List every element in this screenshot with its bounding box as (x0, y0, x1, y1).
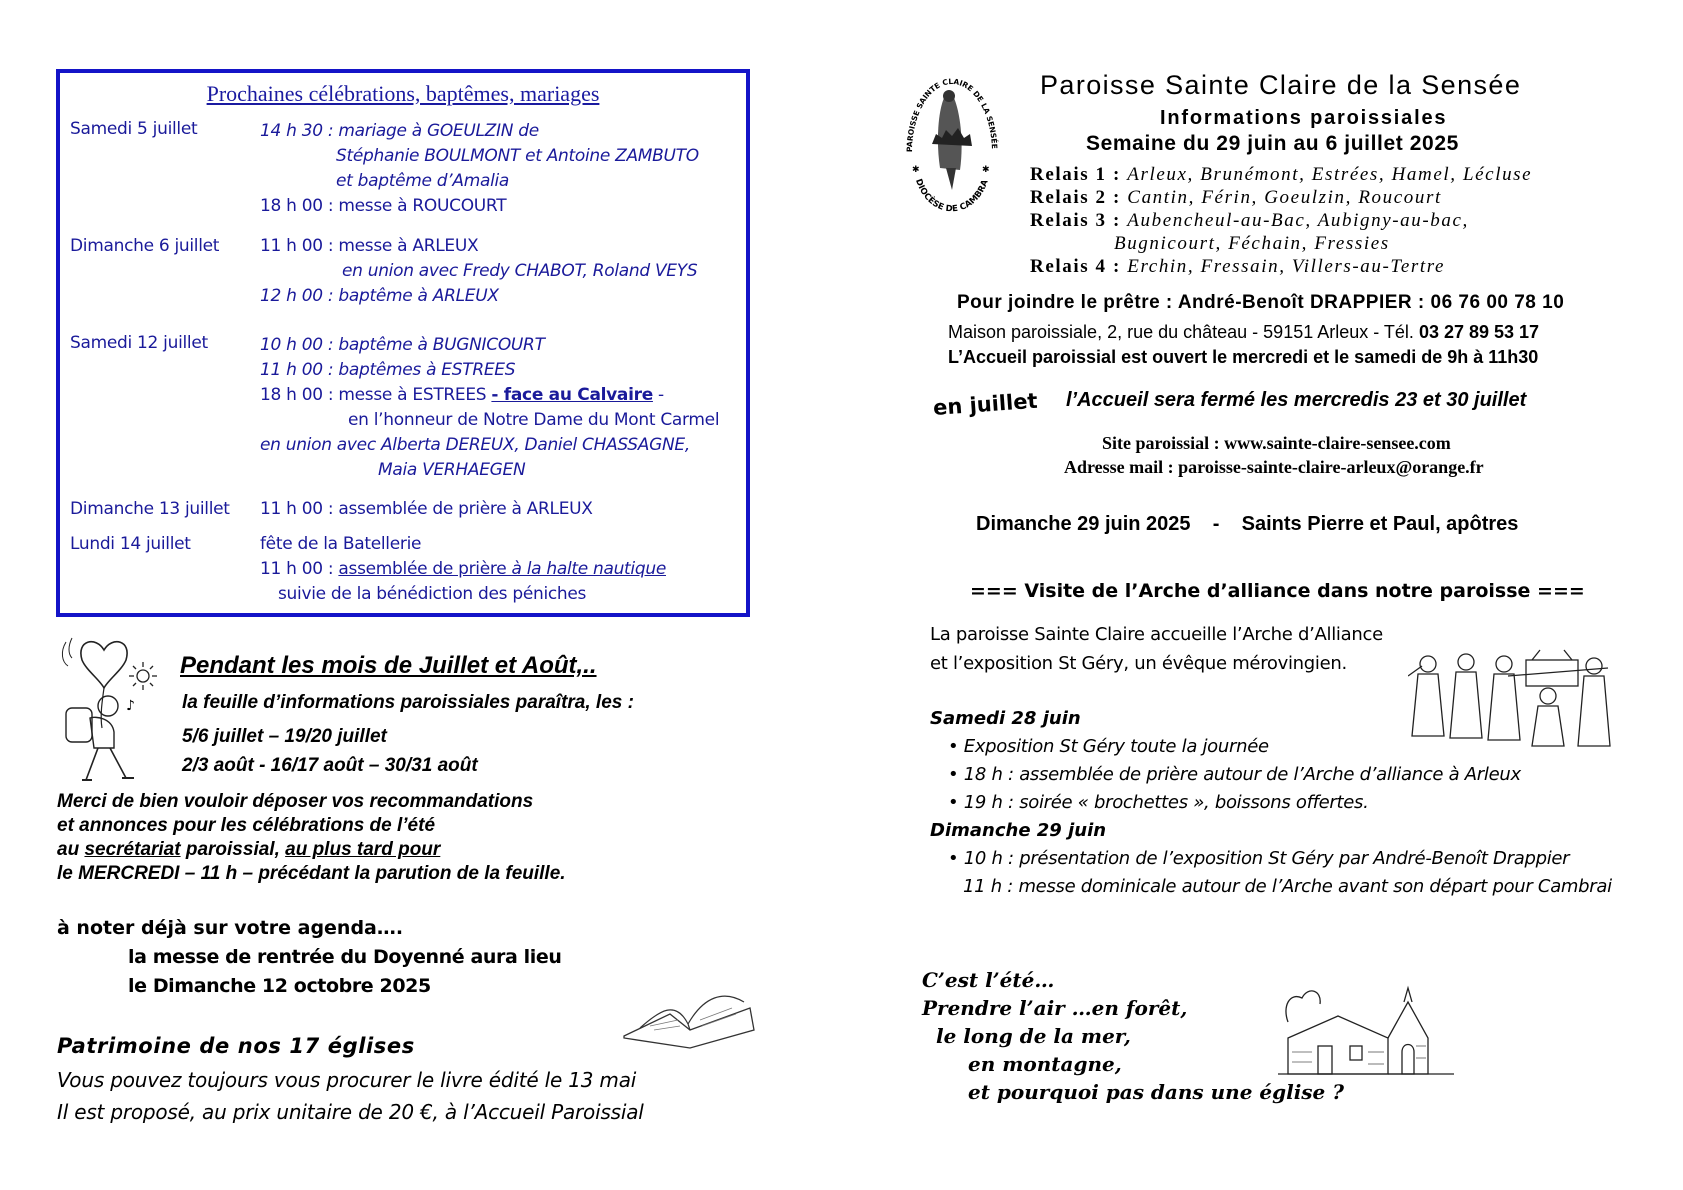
text-part: au (57, 839, 85, 860)
day-label: Samedi 12 juillet (70, 333, 208, 353)
celebration-line (260, 385, 664, 405)
ete-line: C’est l’été… (922, 968, 1055, 992)
celebration-line: 12 h 00 : baptême à ARLEUX (260, 286, 499, 306)
text-part: 18 h : assemblée de prière autour de l’Arche d’alliance à Arleux (963, 764, 1521, 785)
celebration-line: 10 h 00 : baptême à BUGNICOURT (260, 335, 545, 355)
arche-intro: et l’exposition St Géry, un évêque mérovingien. (930, 653, 1347, 674)
text-part: secrétariat (84, 839, 181, 860)
merci-line: et annonces pour les célébrations de l’été (57, 815, 436, 836)
patrimoine-title: Patrimoine de nos 17 églises (57, 1034, 415, 1058)
relais-label: Relais 2 : (1030, 187, 1128, 208)
summer-line: 2/3 août - 16/17 août – 30/31 août (182, 755, 478, 776)
day-label: Lundi 14 juillet (70, 534, 191, 554)
celebration-line: 18 h 00 : messe à ROUCOURT (260, 196, 507, 216)
celebration-line: 11 h 00 : messe à ARLEUX (260, 236, 479, 256)
sun-item: 11 h : messe dominicale autour de l’Arche avant son départ pour Cambrai (963, 876, 1612, 897)
relais-label: Relais 1 : (1030, 164, 1128, 185)
summer-line: la feuille d’informations paroissiales paraîtra, les : (182, 692, 634, 713)
maison-address (948, 322, 1539, 343)
svg-text:✱: ✱ (982, 164, 990, 174)
bullet: • (948, 792, 959, 813)
chapel-illustration (1278, 982, 1454, 1078)
relais-value: Aubencheul-au-Bac, Aubigny-au-bac, (1127, 210, 1469, 231)
day-label: Dimanche 13 juillet (70, 499, 230, 519)
merci-line: Merci de bien vouloir déposer vos recommandations (57, 791, 534, 812)
text-part: Exposition St Géry toute la journée (963, 736, 1269, 757)
logo-text-top: PAROISSE SAINTE CLAIRE DE LA SENSÉE (904, 76, 999, 153)
ark-bearers-illustration (1408, 646, 1616, 756)
accueil-hours: L’Accueil paroissial est ouvert le mercredi et le samedi de 9h à 11h30 (948, 347, 1539, 367)
relais-label: Relais 4 : (1030, 256, 1128, 277)
text-part: 10 h : présentation de l’exposition St Géry par André-Benoît Drappier (963, 848, 1570, 869)
celebration-line: en union avec Alberta DEREUX, Daniel CHASSAGNE, (260, 435, 690, 455)
juillet-tag: en juillet (932, 388, 1039, 420)
svg-text:✱: ✱ (912, 164, 920, 174)
relais-value: Cantin, Férin, Goeulzin, Roucourt (1127, 187, 1442, 208)
celebration-line: Stéphanie BOULMONT et Antoine ZAMBUTO (336, 146, 699, 166)
relais-label: Relais 3 : (1030, 210, 1128, 231)
info-title: Informations paroissiales (1160, 107, 1448, 129)
ete-line: en montagne, (968, 1052, 1122, 1076)
ete-line: Prendre l’air …en forêt, (922, 996, 1188, 1020)
relais-4 (1030, 256, 1445, 278)
parish-name: Paroisse Sainte Claire de la Sensée (1040, 70, 1522, 100)
svg-text:♪: ♪ (126, 698, 135, 714)
celebration-line: 11 h 00 : assemblée de prière à ARLEUX (260, 499, 593, 519)
logo-text-bottom: DIOCÈSE DE CAMBRA (913, 177, 991, 215)
relais-value: Arleux, Brunémont, Estrées, Hamel, Lécluse (1127, 164, 1533, 185)
celebration-line (260, 559, 666, 579)
mail-address: Adresse mail : paroisse-sainte-claire-arleux@orange.fr (1064, 457, 1484, 477)
celebration-line: en union avec Fredy CHABOT, Roland VEYS (342, 261, 698, 281)
bullet: • (948, 736, 959, 757)
summer-line: 5/6 juillet – 19/20 juillet (182, 726, 387, 747)
sunday-title: Dimanche 29 juin 2025 - Saints Pierre et Paul, apôtres (976, 513, 1519, 535)
celebration-line: fête de la Batellerie (260, 534, 422, 554)
sat-title: Samedi 28 juin (930, 708, 1081, 729)
relais-3-cont (1114, 233, 1390, 255)
celebrations-title: Prochaines célébrations, baptêmes, mariages (206, 81, 600, 106)
sun-item (948, 848, 1569, 869)
text-part: paroissial, (180, 839, 286, 860)
relais-value: Bugnicourt, Féchain, Fressies (1114, 233, 1390, 254)
calvaire-highlight: - face au Calvaire (491, 385, 653, 405)
open-book-illustration (620, 986, 758, 1050)
sat-item (948, 736, 1269, 757)
text-part: 19 h : soirée « brochettes », boissons offertes. (963, 792, 1369, 813)
text-part: Maison paroissiale, 2, rue du château - 59151 Arleux - Tél. (948, 322, 1419, 342)
day-label: Dimanche 6 juillet (70, 236, 220, 256)
week-title: Semaine du 29 juin au 6 juillet 2025 (1086, 132, 1459, 155)
day-label: Samedi 5 juillet (70, 119, 198, 139)
text-part: assemblée de prière (338, 559, 512, 579)
text-part: 18 h 00 : messe à ESTREES (260, 385, 492, 405)
relais-1 (1030, 164, 1532, 186)
accueil-ferme: l’Accueil sera fermé les mercredis 23 et 30 juillet (1066, 389, 1527, 411)
patrimoine-line: Il est proposé, au prix unitaire de 20 €, à l’Accueil Paroissial (57, 1100, 644, 1124)
celebration-line: 14 h 30 : mariage à GOEULZIN de (260, 121, 539, 141)
patrimoine-line: Vous pouvez toujours vous procurer le livre édité le 13 mai (57, 1068, 637, 1092)
site-url: Site paroissial : www.sainte-claire-sensee.com (1102, 433, 1451, 453)
celebration-line: en l’honneur de Notre Dame du Mont Carmel (348, 410, 720, 430)
ete-line: et pourquoi pas dans une église ? (968, 1080, 1344, 1104)
celebration-line: 11 h 00 : baptêmes à ESTREES (260, 360, 516, 380)
sat-item (948, 764, 1521, 785)
summer-title: Pendant les mois de Juillet et Août,.. (180, 652, 597, 679)
merci-line (57, 839, 440, 861)
agenda-line: la messe de rentrée du Doyenné aura lieu (128, 946, 562, 968)
sun-icon (128, 661, 158, 691)
relais-2 (1030, 187, 1442, 209)
arche-intro: La paroisse Sainte Claire accueille l’Arche d’Alliance (930, 624, 1383, 645)
celebrations-box (56, 69, 750, 617)
merci-line: le MERCREDI – 11 h – précédant la parution de la feuille. (57, 863, 566, 884)
celebration-line: suivie de la bénédiction des péniches (278, 584, 587, 604)
agenda-line: le Dimanche 12 octobre 2025 (128, 975, 431, 997)
ete-line: le long de la mer, (936, 1024, 1131, 1048)
sat-item (948, 792, 1369, 813)
sun-title: Dimanche 29 juin (930, 820, 1107, 841)
agenda-title: à noter déjà sur votre agenda…. (57, 917, 404, 939)
bullet: • (948, 848, 959, 869)
text-part: à la halte nautique (511, 559, 666, 579)
text-part: au plus tard pour (285, 839, 441, 860)
celebration-line: Maia VERHAEGEN (378, 460, 526, 480)
boy-balloon-illustration (56, 632, 168, 784)
priest-contact: Pour joindre le prêtre : André-Benoît DRAPPIER : 06 76 00 78 10 (957, 292, 1565, 313)
text-part: 11 h 00 : (260, 559, 339, 579)
text-part: - (652, 385, 664, 405)
bullet: • (948, 764, 959, 785)
parish-logo (902, 72, 1002, 232)
arche-title: === Visite de l’Arche d’alliance dans notre paroisse === (970, 580, 1585, 602)
celebration-line: et baptême d’Amalia (336, 171, 510, 191)
relais-3 (1030, 210, 1469, 232)
relais-value: Erchin, Fressain, Villers-au-Tertre (1127, 256, 1446, 277)
phone-number: 03 27 89 53 17 (1418, 322, 1540, 342)
